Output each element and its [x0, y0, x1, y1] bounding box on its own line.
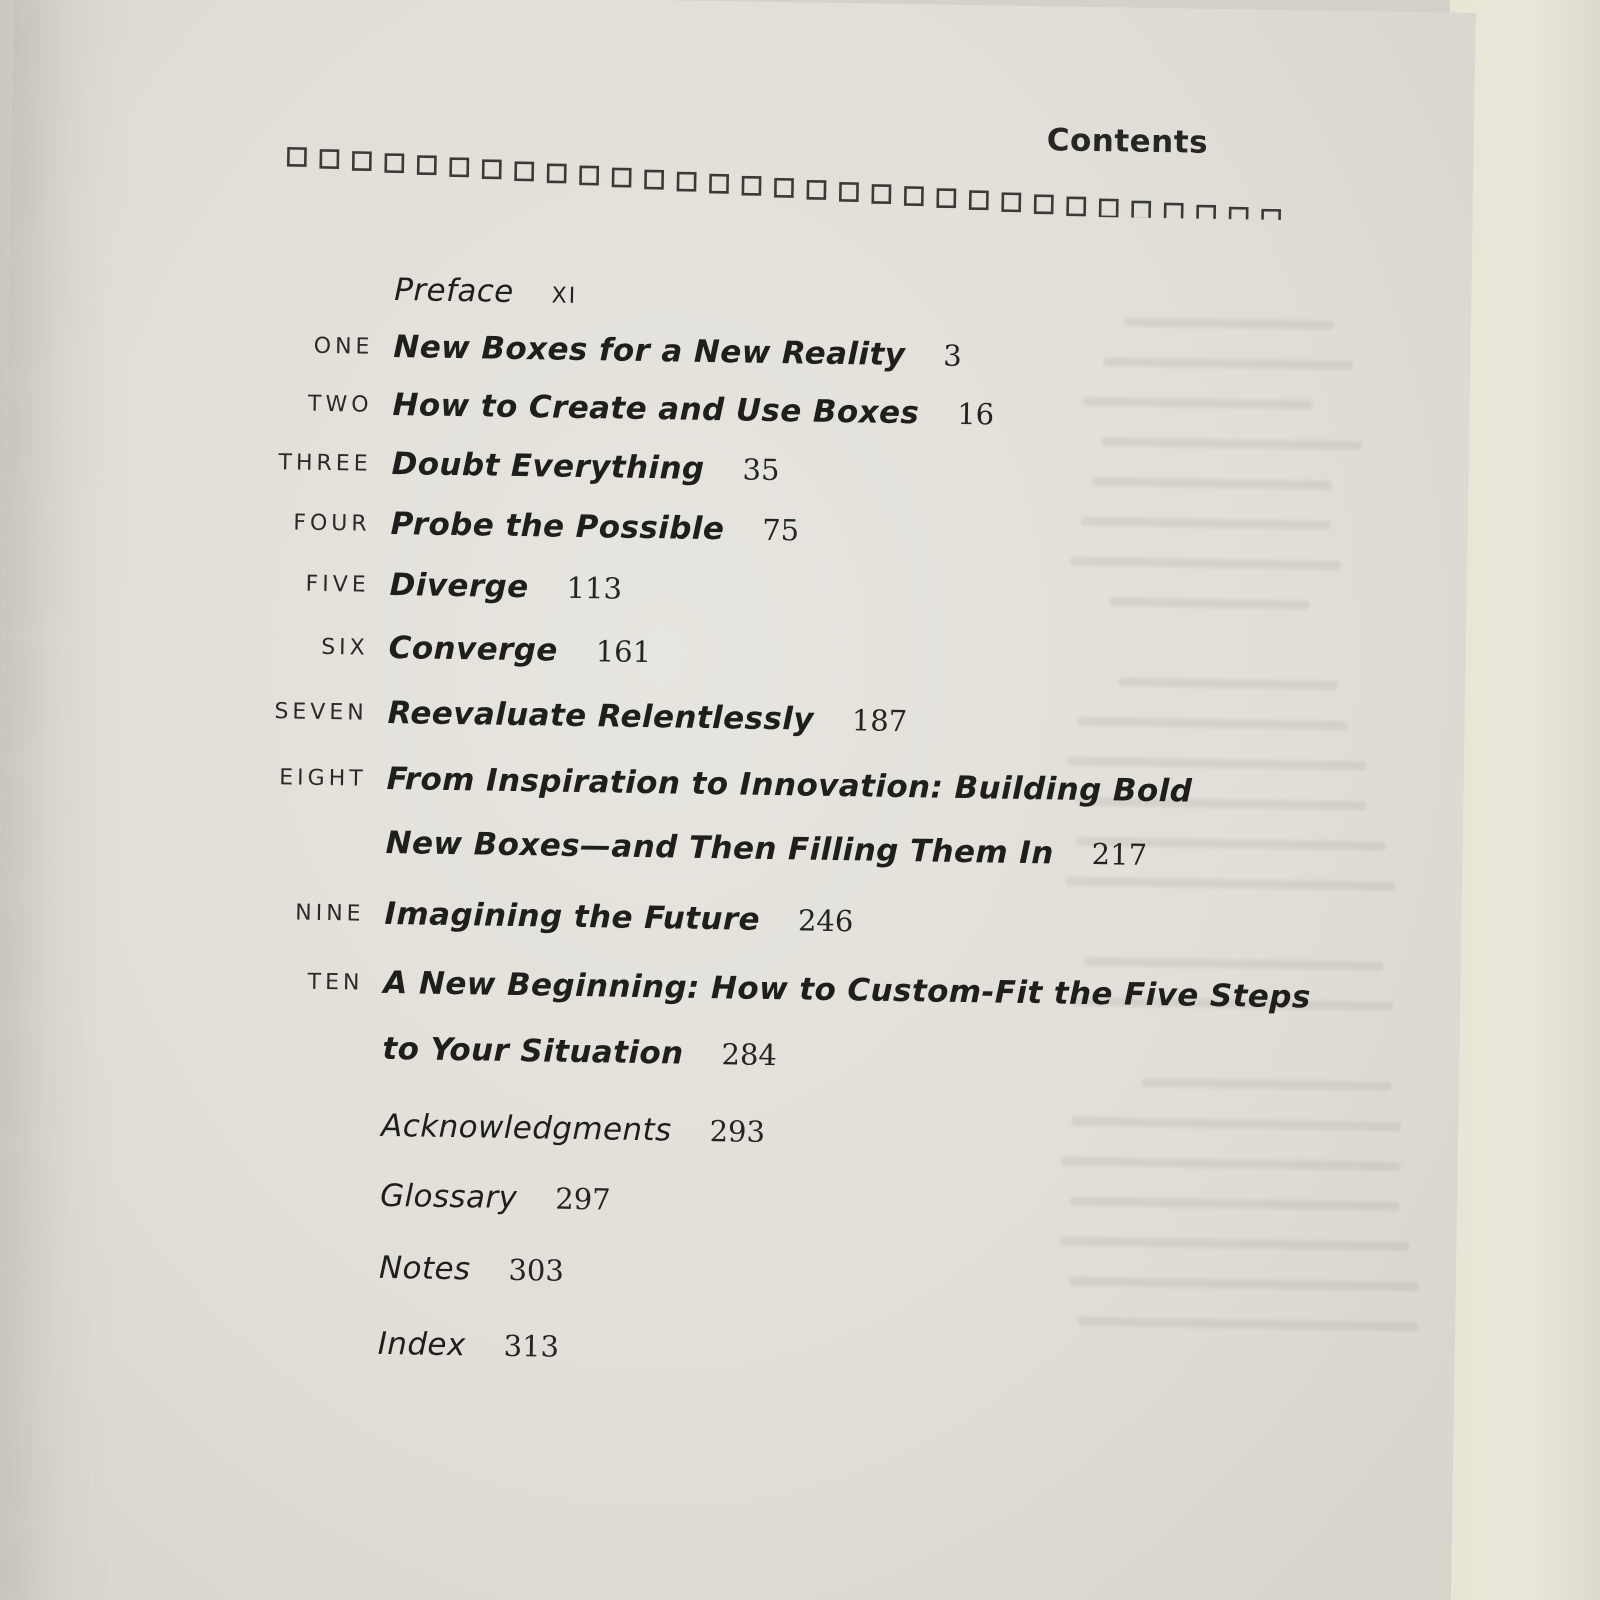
toc-entry-chapter-2[interactable]	[392, 387, 994, 432]
entry-page: 313	[503, 1328, 560, 1364]
chapter-number: SEVEN	[274, 699, 368, 726]
chapter-number: FIVE	[305, 571, 370, 598]
toc-entry-chapter-8[interactable]	[385, 761, 1192, 874]
entry-page: 187	[851, 703, 908, 739]
entry-title-line-2: to Your Situation	[382, 1030, 684, 1072]
entry-page: 113	[566, 570, 623, 606]
chapter-number: ONE	[313, 333, 374, 360]
entry-page: 284	[721, 1037, 778, 1073]
entry-title: Acknowledgments	[380, 1107, 672, 1149]
toc-entry-acknowledgments[interactable]	[381, 1108, 765, 1150]
entry-title: Imagining the Future	[384, 895, 761, 938]
entry-title-line-1: A New Beginning: How to Custom-Fit the Five Steps	[383, 964, 1311, 1016]
entry-page: 3	[943, 338, 963, 373]
entry-title: Notes	[378, 1249, 471, 1288]
entry-title: Glossary	[379, 1177, 518, 1217]
entry-title: New Boxes for a New Reality	[393, 329, 906, 374]
toc-entry-notes[interactable]	[379, 1250, 564, 1289]
chapter-number: TEN	[307, 969, 364, 996]
toc-entry-chapter-4[interactable]	[390, 506, 799, 548]
chapter-number: FOUR	[293, 510, 371, 537]
entry-title: Diverge	[389, 566, 529, 606]
entry-title-line-1: From Inspiration to Innovation: Building Bold	[386, 760, 1193, 810]
toc-entry-chapter-3[interactable]	[391, 446, 779, 488]
entry-title-line-2: New Boxes—and Then Filling Them In	[385, 824, 1055, 872]
toc-entry-chapter-7[interactable]	[387, 695, 907, 739]
chapter-number: TWO	[307, 391, 373, 418]
entry-page: 35	[742, 452, 780, 488]
toc-entry-chapter-10[interactable]	[382, 965, 1311, 1082]
entry-title: Preface	[394, 272, 514, 310]
toc-entry-preface[interactable]	[394, 272, 577, 311]
page-title: Contents	[1046, 122, 1209, 161]
chapter-number: EIGHT	[279, 765, 367, 792]
entry-page: 16	[957, 396, 995, 432]
toc-entry-index[interactable]	[377, 1326, 559, 1365]
toc-entry-chapter-9[interactable]	[384, 896, 853, 939]
entry-title: Reevaluate Relentlessly	[387, 694, 815, 738]
chapter-number: NINE	[295, 900, 365, 927]
entry-page: 246	[797, 903, 854, 939]
entry-page: 75	[762, 512, 800, 548]
entry-title: Probe the Possible	[390, 505, 725, 548]
entry-title: Doubt Everything	[391, 445, 705, 487]
toc-entry-glossary[interactable]	[380, 1178, 611, 1218]
entry-page: 217	[1091, 837, 1148, 872]
toc-entry-chapter-5[interactable]	[389, 567, 622, 607]
chapter-number: SIX	[320, 634, 369, 661]
toc-entry-chapter-6[interactable]	[388, 630, 651, 670]
entry-page: XI	[551, 283, 578, 309]
entry-page: 297	[555, 1181, 611, 1217]
toc-entry-chapter-1[interactable]	[393, 329, 962, 374]
entry-page: 293	[709, 1114, 766, 1149]
chapter-number: THREE	[278, 450, 372, 477]
entry-title: Converge	[388, 629, 559, 669]
entry-title: How to Create and Use Boxes	[392, 386, 920, 432]
entry-page: 303	[508, 1252, 565, 1288]
entry-page: 161	[595, 634, 652, 670]
entry-title: Index	[377, 1325, 466, 1364]
page-stack-edge	[1450, 0, 1600, 1600]
